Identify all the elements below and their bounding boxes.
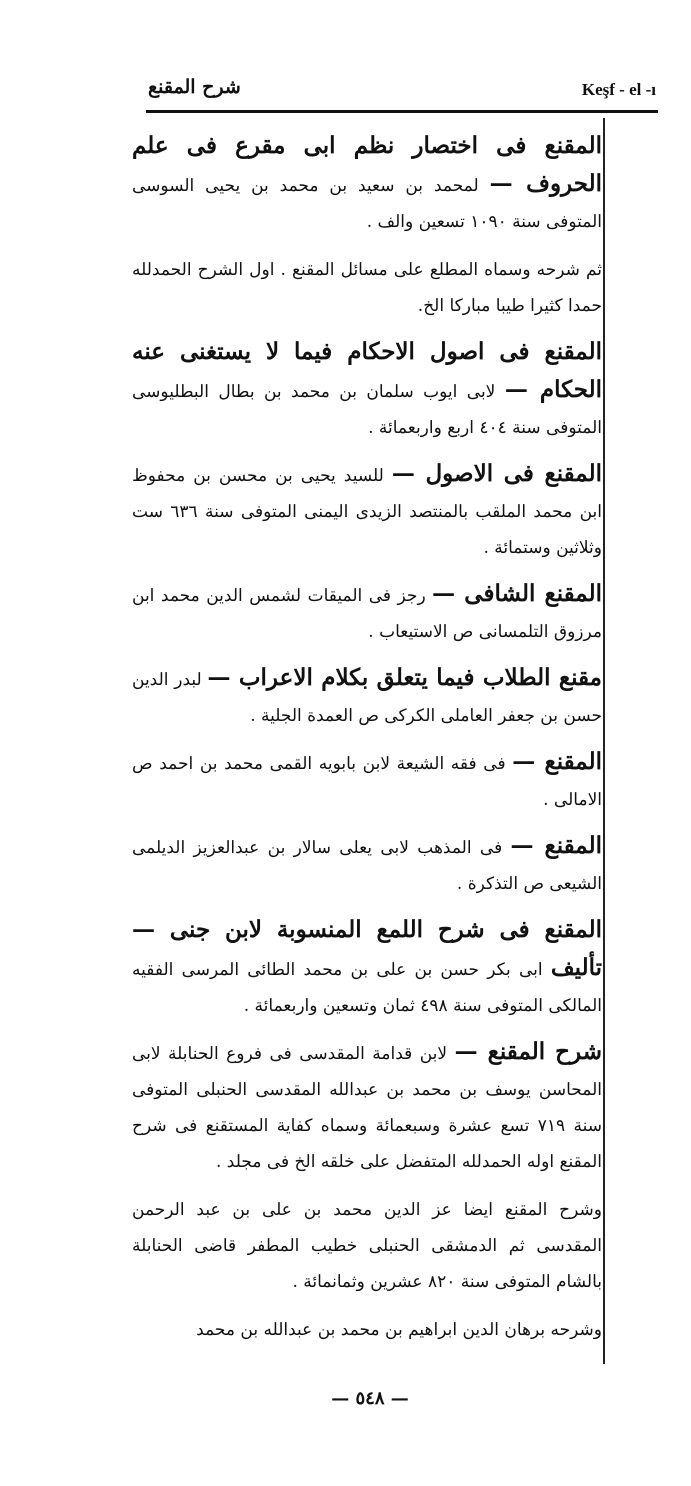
entry-body: لمحمد بن سعيد بن محمد بن يحيى السوسى المتوفى سنة ١٠٩٠ تسعين والف . — [132, 176, 602, 232]
entry — [132, 744, 602, 818]
entry-head: المقنع — — [510, 832, 602, 859]
entry — [132, 1190, 602, 1300]
entry — [132, 1310, 602, 1348]
entry-head: المقنع الشافى — — [432, 580, 602, 607]
entry-body: وشرحه برهان الدين ابراهيم بن محمد بن عبدالله بن محمد — [196, 1320, 602, 1340]
entry-head: مقنع الطلاب فيما يتعلق بكلام الاعراب — — [207, 664, 602, 691]
entry-body: لبدر الدين حسن بن جعفر العاملى الكركى ص العمدة الجلية . — [132, 670, 602, 726]
entry — [132, 250, 602, 324]
entry — [132, 334, 602, 446]
entry — [132, 912, 602, 1024]
entry-head: المقنع فى الاصول — — [391, 460, 602, 487]
entry — [132, 456, 602, 566]
entry-body: لابى ايوب سلمان بن محمد بن بطال البطليوسى المتوفى سنة ٤٠٤ اربع واربعمائة . — [132, 382, 602, 438]
header-rule — [146, 110, 658, 113]
running-header-left: Keşf - el -ı — [581, 80, 656, 99]
text-column — [132, 128, 602, 1366]
running-header-right: شرح المقنع — [148, 76, 241, 98]
entry-body: فى فقه الشيعة لابن بابويه القمى محمد بن احمد ص الامالى . — [132, 754, 602, 810]
entry-body: ابى بكر حسن بن على بن محمد الطائى المرسى الفقيه المالكى المتوفى سنة ٤٩٨ ثمان وتسعين واربعمائة . — [132, 960, 602, 1016]
entry-head: شرح المقنع — — [454, 1038, 602, 1065]
entry — [132, 128, 602, 240]
entry-body: وشرح المقنع ايضا عز الدين محمد بن على بن عبد الرحمن المقدسى ثم الدمشقى الحنبلى خطيب المطفر قاضى الحنابلة بالشام المتوفى سنة ٨٢٠ عشرين وثمانمائة . — [132, 1200, 602, 1292]
page-number: — ٥٤٨ — — [331, 1388, 409, 1409]
entry — [132, 576, 602, 650]
entry-head: المقنع فى اختصار نظم ابى مقرع فى علم الحروف — — [132, 132, 602, 197]
entry-body: رجز فى الميقات لشمس الدين محمد ابن مرزوق التلمسانى ص الاستيعاب . — [132, 586, 602, 642]
entry-body: ثم شرحه وسماه المطلع على مسائل المقنع . اول الشرح الحمدلله حمدا كثيرا طيبا مباركا الخ. — [132, 260, 602, 316]
margin-line — [603, 118, 605, 1364]
entry-body: للسيد يحيى بن محسن بن محفوظ ابن محمد الملقب بالمنتصد الزيدى اليمنى المتوفى سنة ٦٣٦ ست وثلاثين وستمائة . — [132, 466, 602, 558]
entry — [132, 1034, 602, 1180]
entry-head: المقنع فى شرح اللمع المنسوبة لابن جنى — تأليف — [132, 916, 602, 981]
entry-body: لابن قدامة المقدسى فى فروع الحنابلة لابى المحاسن يوسف بن محمد بن عبدالله المقدسى الحنبلى المتوفى سنة ٧١٩ تسع عشرة وسبعمائة وسماه كفاية المستقنع فى شرح المقنع اوله الحمدلله المتفضل على خلقه الخ فى مجلد . — [132, 1044, 602, 1172]
entry — [132, 828, 602, 902]
entry — [132, 660, 602, 734]
entry-body: فى المذهب لابى يعلى سالار بن عبدالعزيز الديلمى الشيعى ص التذكرة . — [132, 838, 602, 894]
entry-head: المقنع فى اصول الاحكام فيما لا يستغنى عنه الحكام — — [132, 338, 602, 403]
entry-head: المقنع — — [512, 748, 602, 775]
